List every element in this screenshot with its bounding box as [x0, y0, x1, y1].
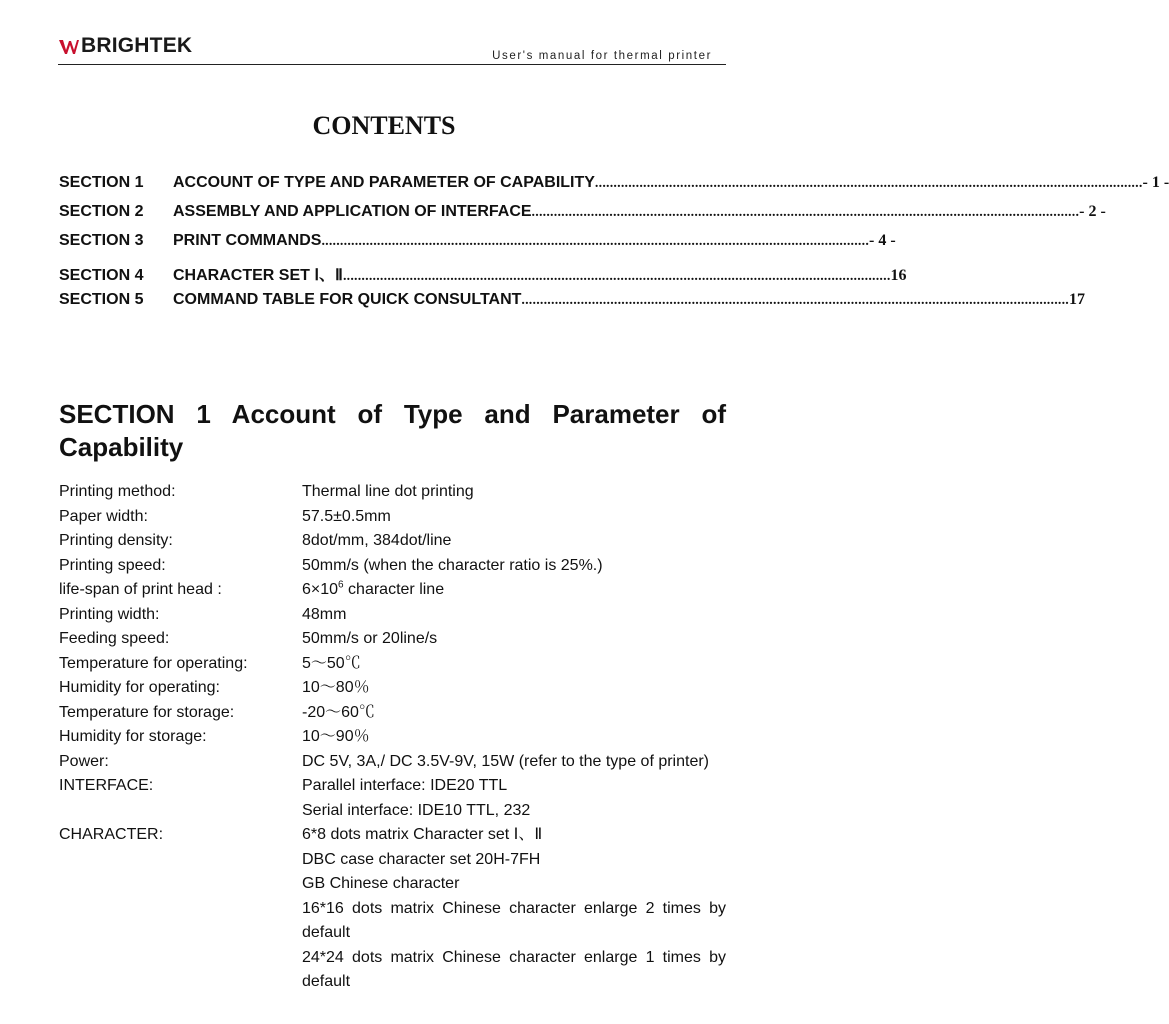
toc-dot-leader: .................................................................................................................................................... [321, 234, 870, 250]
spec-row [59, 554, 726, 579]
spec-label: Temperature for operating: [59, 654, 248, 672]
toc-entry-4[interactable] [59, 262, 907, 291]
spec-row [59, 505, 726, 530]
spec-value: DC 5V, 3A,/ DC 3.5V-9V, 15W (refer to the type of printer) [302, 752, 710, 770]
spec-value: 10～80％ [302, 679, 370, 696]
spec-row [59, 480, 726, 505]
spec-values [302, 505, 726, 530]
spec-row [59, 725, 726, 750]
spec-row [59, 603, 726, 628]
toc-entry-1[interactable] [59, 174, 1169, 203]
spec-value: 10～90％ [302, 728, 370, 745]
spec-value [302, 578, 726, 603]
spec-label: Temperature for storage: [59, 703, 235, 721]
spec-value: Thermal line dot printing [302, 483, 474, 500]
spec-value: 24*24 dots matrix Chinese character enlarge 1 times by default [302, 948, 726, 990]
spec-row [59, 676, 726, 701]
spec-label: life-span of print head : [59, 581, 222, 598]
toc-dot-leader: .................................................................................................................................................... [531, 205, 1080, 221]
spec-value: 6*8 dots matrix Character set Ⅰ、Ⅱ [302, 826, 543, 843]
spec-values [302, 578, 726, 603]
toc-entry-title: ASSEMBLY AND APPLICATION OF INTERFACE [173, 203, 532, 221]
spec-values [302, 554, 726, 579]
toc-entry-3[interactable] [59, 232, 896, 261]
spec-row [59, 774, 726, 823]
spec-value: Parallel interface: IDE20 TTL [302, 777, 508, 794]
spec-label: Printing width: [59, 605, 160, 623]
spec-row [59, 627, 726, 652]
toc-dot-leader: .................................................................................................................................................... [594, 176, 1143, 191]
spec-value: Serial interface: IDE10 TTL, 232 [302, 801, 531, 819]
spec-values [302, 725, 726, 750]
manual-title: User's manual for thermal printer [492, 50, 712, 62]
spec-value-suffix: character line [343, 581, 445, 598]
spec-label: Power: [59, 752, 109, 770]
spec-label: Humidity for operating: [59, 679, 220, 696]
spec-values [302, 676, 726, 701]
brand-name: BRIGHTEK [81, 34, 193, 57]
toc-entry-page: - 2 - [1079, 203, 1106, 221]
spec-value: 50mm/s or 20line/s [302, 630, 438, 647]
spec-label: Printing speed: [59, 556, 166, 574]
toc-entry-page: - 4 - [869, 232, 896, 250]
spec-value: GB Chinese character [302, 875, 460, 892]
spec-label: Paper width: [59, 507, 148, 525]
spec-value: 57.5±0.5mm [302, 507, 391, 525]
spec-label: CHARACTER: [59, 826, 164, 843]
spec-value: DBC case character set 20H-7FH [302, 850, 541, 868]
spec-values [302, 603, 726, 628]
spec-label: Humidity for storage: [59, 728, 207, 745]
spec-row [59, 578, 726, 603]
section-1-heading: SECTION 1 Account of Type and Parameter of Capability [59, 399, 726, 462]
toc-entry-number: SECTION 5 [59, 290, 144, 308]
toc-entry-title: ACCOUNT OF TYPE AND PARAMETER OF CAPABILITY [173, 174, 595, 191]
table-of-contents [59, 174, 1169, 320]
spec-row [59, 701, 726, 726]
spec-label: INTERFACE: [59, 777, 154, 794]
toc-entry-page: 17 [1069, 290, 1086, 308]
toc-entry-title: CHARACTER SET Ⅰ、Ⅱ [173, 266, 343, 284]
spec-label: Printing method: [59, 483, 176, 500]
spec-values [302, 701, 726, 726]
toc-dot-leader: .................................................................................................................................................... [521, 292, 1070, 308]
spec-row [59, 652, 726, 677]
spec-row [59, 750, 726, 775]
spec-value: 48mm [302, 605, 347, 623]
spec-value: -20～60℃ [302, 703, 375, 721]
brand-logo [58, 34, 192, 58]
spec-label: Feeding speed: [59, 630, 170, 647]
spec-values [302, 480, 726, 505]
spec-value: 16*16 dots matrix Chinese character enlarge 2 times by default [302, 899, 726, 941]
spec-values [302, 750, 726, 775]
spec-list [59, 480, 726, 995]
toc-entry-title: COMMAND TABLE FOR QUICK CONSULTANT [173, 290, 522, 308]
contents-title: CONTENTS [312, 111, 456, 140]
spec-value: 5～50℃ [302, 654, 361, 672]
spec-values [302, 823, 726, 995]
spec-label: Printing density: [59, 532, 173, 549]
spec-value: 8dot/mm, 384dot/line [302, 532, 452, 549]
toc-entry-2[interactable] [59, 203, 1106, 232]
toc-entry-number: SECTION 1 [59, 174, 144, 191]
toc-entry-page: 16 [890, 266, 907, 284]
spec-value: 50mm/s (when the character ratio is 25%.) [302, 556, 603, 574]
spec-values [302, 529, 726, 554]
toc-entry-page: - 1 - [1142, 174, 1169, 191]
page-header [58, 30, 726, 65]
spec-row [59, 529, 726, 554]
toc-entry-title: PRINT COMMANDS [173, 232, 322, 250]
toc-entry-5[interactable] [59, 290, 1086, 320]
spec-row [59, 823, 726, 995]
spec-values [302, 627, 726, 652]
spec-values [302, 774, 726, 823]
toc-entry-number: SECTION 4 [59, 266, 144, 284]
toc-entry-number: SECTION 2 [59, 203, 144, 221]
spec-value-exponent: 6 [338, 579, 344, 591]
brightek-logo-icon [58, 37, 80, 55]
toc-entry-number: SECTION 3 [59, 232, 144, 250]
toc-dot-leader: .................................................................................................................................................... [342, 268, 891, 284]
spec-value-base: 6×10 [302, 581, 339, 598]
spec-values [302, 652, 726, 677]
